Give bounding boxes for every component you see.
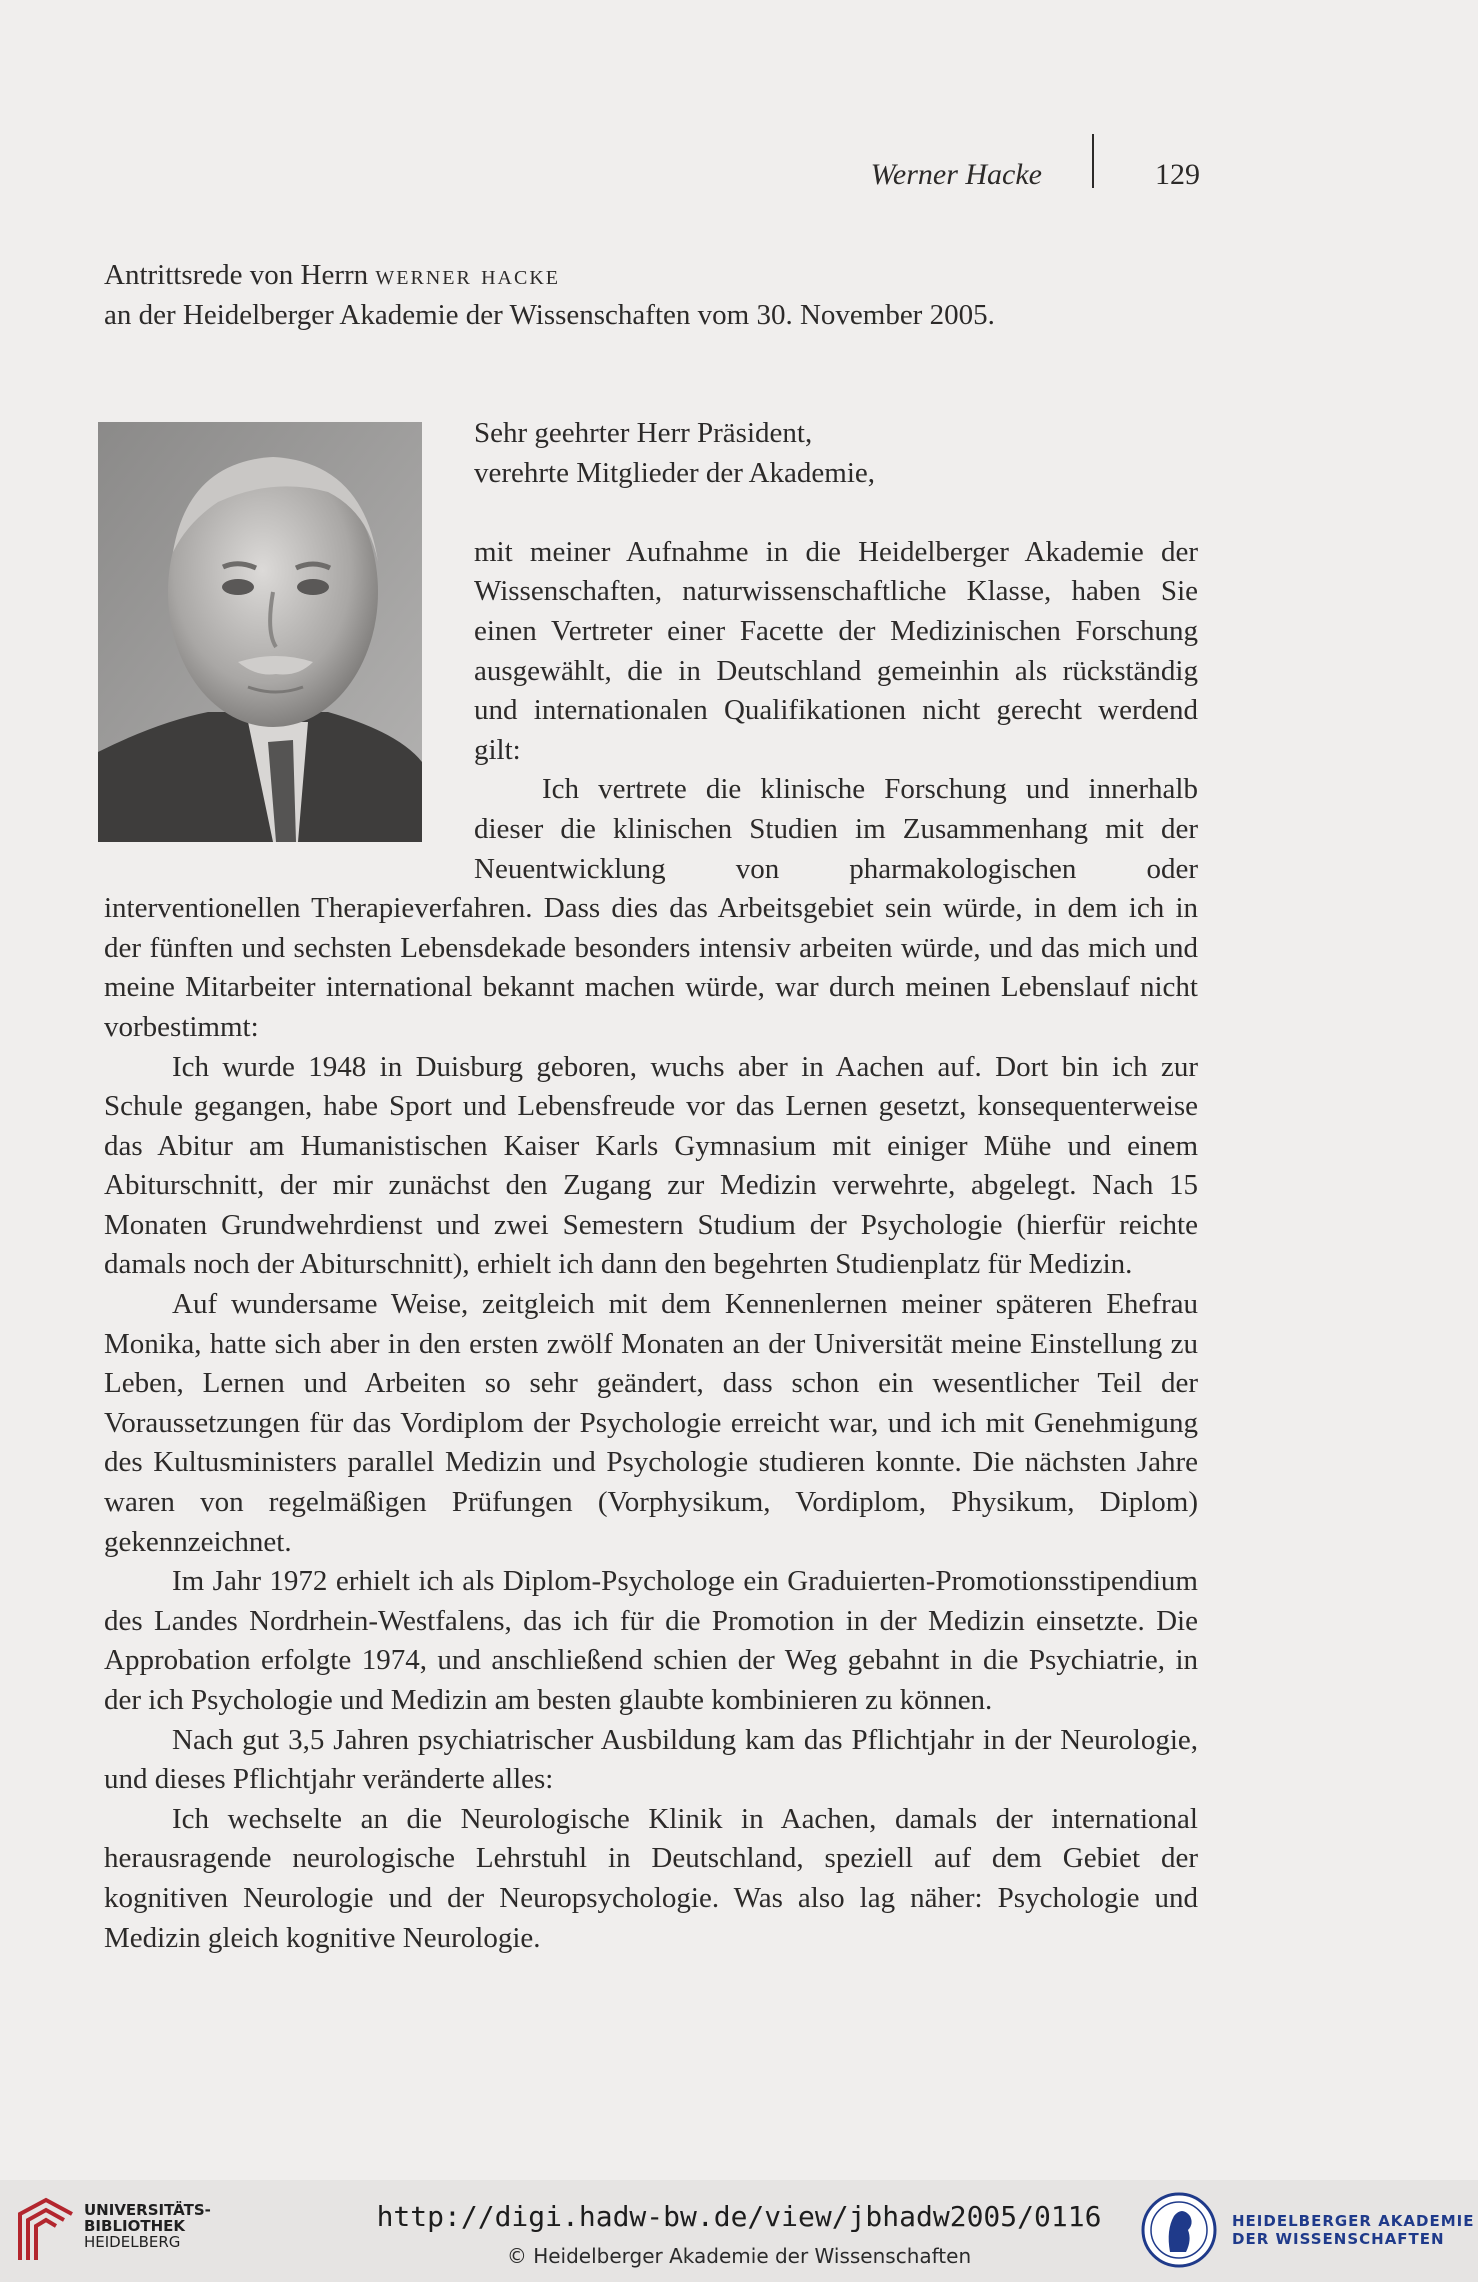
paragraph-7: Ich wechselte an die Neurologische Klinik in Aachen, damals der international herausragende neurologische Lehrstuhl in Deutschland, speziell auf dem Gebiet der kognitiven Neurologie und der Neuropsychologie. Was also lag näher: Psychologie und Medizin gleich kognitive Neurologie. [104, 1802, 1198, 1954]
paragraph-1: mit meiner Aufnahme in die Heidelberger Akademie der Wissenschaften, naturwissenschaftliche Klasse, haben Sie einen Vertreter einer Facette der Medizinischen Forschung ausgewählt, die in Deutschland gemeinhin als rückständig und internationalen Qualifikationen nicht gerecht werdend gilt: [474, 535, 1198, 766]
academy-line-1: HEIDELBERGER AKADEMIE [1232, 2212, 1475, 2230]
speech-heading-prefix: Antrittsrede von Herrn [104, 259, 376, 291]
academy-line-2: DER WISSENSCHAFTEN [1232, 2230, 1445, 2248]
running-head [860, 152, 1200, 196]
running-head-divider [1092, 134, 1094, 188]
paragraph-3: Ich wurde 1948 in Duisburg geboren, wuchs aber in Aachen auf. Dort bin ich zur Schule gegangen, habe Sport und Lebensfreude vor das Lernen gesetzt, konsequenterweise das Abitur am Humanistischen Kaiser Karls Gymnasium mit einiger Mühe und einem Abiturschnitt, der mir zunächst den Zugang zur Medizin verwehrte, abgelegt. Nach 15 Monaten Grundwehrdienst und zwei Semestern Studium der Psychologie (hierfür reichte damals noch der Abiturschnitt), erhielt ich dann den begehrten Studienplatz für Medizin. [104, 1050, 1198, 1281]
speech-heading [104, 255, 1204, 335]
paragraph-5: Im Jahr 1972 erhielt ich als Diplom-Psychologe ein Graduierten-Promotionsstipendium des Landes Nordrhein-Westfalens, das ich für die Promotion in der Medizin einsetzte. Die Approbation erfolgte 1974, und anschließend schien der Weg gebahnt in die Psychiatrie, in der ich Psychologie und Medizin am besten glaubte kombinieren zu können. [104, 1565, 1198, 1716]
salutation-line-2: verehrte Mitglieder der Akademie, [474, 456, 876, 489]
library-line-1: UNIVERSITÄTS- [84, 2201, 211, 2219]
page-number: 129 [1155, 158, 1200, 191]
speech-body [104, 414, 1198, 1958]
salutation-line-1: Sehr geehrter Herr Präsident, [474, 417, 813, 449]
portrait-space [104, 414, 474, 854]
academy-name [1232, 2212, 1475, 2248]
speaker-name: werner hacke [375, 259, 560, 291]
library-line-2: BIBLIOTHEK [84, 2217, 185, 2235]
copyright-notice: © Heidelberger Akademie der Wissenschaften [506, 2244, 972, 2268]
paragraph-6: Nach gut 3,5 Jahren psychiatrischer Ausbildung kam das Pflichtjahr in der Neurologie, und dieses Pflichtjahr veränderte alles: [104, 1723, 1198, 1796]
permalink-url[interactable]: http://digi.hadw-bw.de/view/jbhadw2005/0116 [376, 2200, 1102, 2233]
paragraph-4: Auf wundersame Weise, zeitgleich mit dem Kennenlernen meiner späteren Ehefrau Monika, hatte sich aber in den ersten zwölf Monaten an der Universität meine Einstellung zu Leben, Lernen und Arbeiten so sehr geändert, dass schon ein wesentlicher Teil der Voraussetzungen für das Vordiplom der Psychologie erreicht war, und ich mit Genehmigung des Kultusministers parallel Medizin und Psychologie studieren konnte. Die nächsten Jahre waren von regelmäßigen Prüfungen (Vorphysikum, Vordiplom, Physikum, Diplom) gekennzeichnet. [104, 1288, 1198, 1558]
library-line-3: HEIDELBERG [84, 2233, 181, 2251]
running-head-author: Werner Hacke [870, 158, 1042, 191]
footer-bar [0, 2180, 1478, 2282]
speech-heading-line-2: an der Heidelberger Akademie der Wissenschaften vom 30. November 2005. [104, 299, 995, 331]
academy-seal-icon [1140, 2190, 1218, 2270]
speech-heading-line-1 [104, 255, 1204, 295]
paragraph-2: Ich vertrete die klinische Forschung und innerhalb dieser die klinischen Studien im Zusammenhang mit der Neuentwicklung von pharmakologischen oder interventionellen Therapieverfahren. Dass dies das Arbeitsgebiet sein würde, in dem ich in der fünften und sechsten Lebensdekade besonders intensiv arbeiten würde, und das mich und meine Mitarbeiter international bekannt machen würde, war durch meinen Lebenslauf nicht vorbestimmt: [104, 773, 1198, 1043]
